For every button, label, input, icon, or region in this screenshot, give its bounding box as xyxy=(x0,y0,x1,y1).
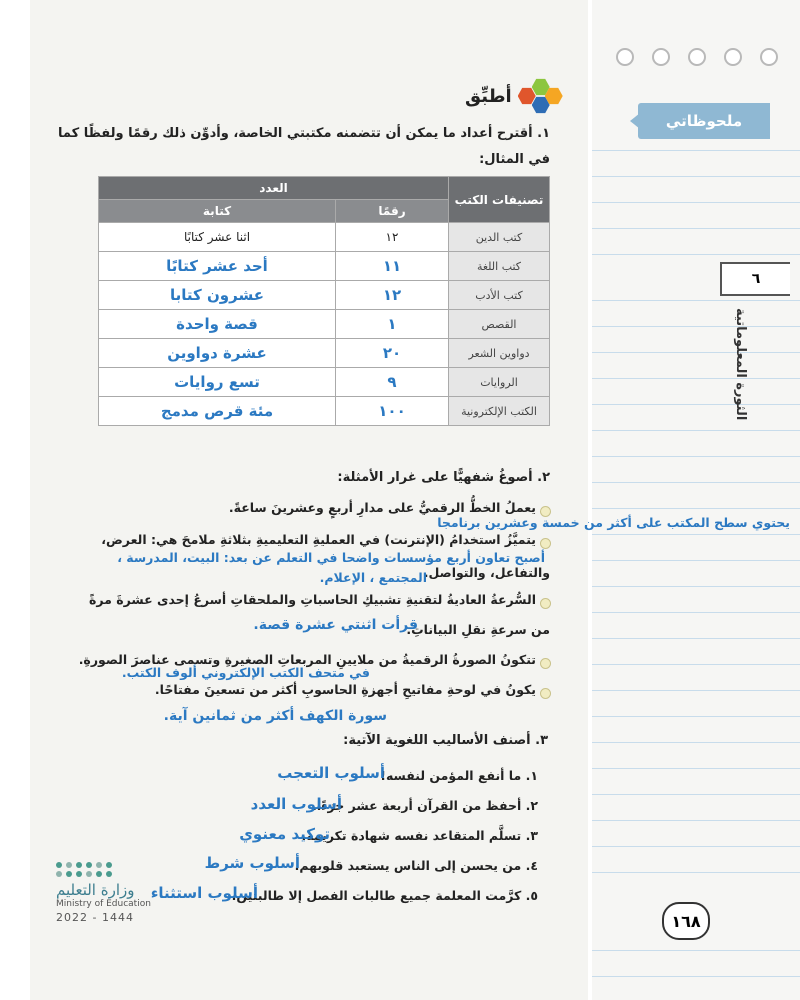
example-2: يتميَّزُ استخدامُ (الإنترنت) في العمليةِ التعليميةِ بثلاثةِ ملامحَ هي: العرض، xyxy=(101,532,536,547)
example-3-cont: من سرعةِ نقلِ البياناتِ. xyxy=(406,622,550,637)
row-words: اثنا عشر كتابًا xyxy=(99,223,336,252)
row-category: الروايات xyxy=(449,368,550,397)
ministry-logo xyxy=(56,862,151,924)
style-answer-5[interactable]: أسلوب استثناء xyxy=(150,884,258,902)
question3-title: ٣. أصنف الأساليب اللغوية الآتية: xyxy=(343,733,548,748)
ministry-name-english: Ministry of Education xyxy=(56,899,151,909)
row-words[interactable]: عشرة دواوين xyxy=(99,339,336,368)
row-digits[interactable]: ٩ xyxy=(336,368,449,397)
binder-hole xyxy=(616,48,634,66)
table-row xyxy=(99,223,550,252)
notes-tab: ملحوظاتي xyxy=(638,103,770,139)
bullet-icon xyxy=(540,658,551,669)
answer-1[interactable]: يحتوي سطح المكتب على أكثر من خمسة وعشرين برنامجا xyxy=(437,515,790,530)
row-category: كتب اللغة xyxy=(449,252,550,281)
style-item-5: ٥. كرَّمت المعلمة جميع طالبات الفصل إلا طالبتين. xyxy=(231,888,538,903)
example-3: السُّرعةُ العاديةُ لتقنيةِ تشبيكِ الحاسباتِ والملحقاتِ أسرعُ إحدى عشرةَ مرةً xyxy=(88,592,536,607)
binder-hole xyxy=(724,48,742,66)
table-row xyxy=(99,339,550,368)
binder-hole xyxy=(688,48,706,66)
row-words[interactable]: عشرون كتابا xyxy=(99,281,336,310)
table-row xyxy=(99,397,550,426)
row-digits[interactable]: ١٢ xyxy=(336,281,449,310)
row-words[interactable]: قصة واحدة xyxy=(99,310,336,339)
binder-hole xyxy=(652,48,670,66)
notes-panel xyxy=(592,0,800,1000)
question1-line2: في المثال: xyxy=(479,152,550,167)
table-row xyxy=(99,310,550,339)
row-category: كتب الأدب xyxy=(449,281,550,310)
header-number: العدد xyxy=(99,177,449,200)
style-item-1: ١. ما أنفع المؤمن لنفسه! xyxy=(380,768,538,783)
example-4: تتكونُ الصورةُ الرقميةُ من ملايينِ المربعاتِ الصغيرةِ وتسمى عناصرَ الصورةِ. xyxy=(78,652,536,667)
ministry-year: 2022 - 1444 xyxy=(56,911,134,924)
page-number: ١٦٨ xyxy=(662,902,710,940)
header-words: كتابة xyxy=(99,200,336,223)
row-category: كتب الدين xyxy=(449,223,550,252)
books-table xyxy=(98,176,550,426)
row-digits[interactable]: ١٠٠ xyxy=(336,397,449,426)
row-category: القصص xyxy=(449,310,550,339)
example-1: يعملُ الخطُّ الرقميُّ على مدارِ أربعٍ وعشرينَ ساعةً. xyxy=(228,500,536,515)
section-title: أطبِّق xyxy=(465,85,512,107)
question1-line1: ١. أقترح أعداد ما يمكن أن تتضمنه مكتبتي الخاصة، وأدوِّن ذلك رقمًا ولفظًا كما xyxy=(58,126,550,141)
chapter-title: الثورة المعلوماتية xyxy=(733,307,748,420)
row-words[interactable]: تسع روايات xyxy=(99,368,336,397)
answer-4[interactable]: في متحف الكتب الإلكتروني ألوف الكتب. xyxy=(121,665,370,680)
style-answer-1[interactable]: أسلوب التعجب xyxy=(277,764,385,782)
style-answer-2[interactable]: أسلوب العدد xyxy=(250,795,342,813)
row-words[interactable]: أحد عشر كتابًا xyxy=(99,252,336,281)
answer-2-cont[interactable]: المجتمع ، الإعلام. xyxy=(319,570,427,585)
table-row xyxy=(99,281,550,310)
style-item-2: ٢. أحفظ من القرآن أربعة عشر جزءًا. xyxy=(312,798,538,813)
answer-2[interactable]: أصبح تعاون أربع مؤسسات واضحا في التعلم عن بعد: البيت، المدرسة ، xyxy=(117,550,545,565)
answer-5[interactable]: سورة الكهف أكثر من ثمانين آية. xyxy=(163,708,387,724)
section-header xyxy=(465,76,562,116)
binder-hole xyxy=(760,48,778,66)
bullet-icon xyxy=(540,688,551,699)
chapter-number: ٦ xyxy=(720,262,790,296)
ministry-dots-icon xyxy=(56,862,151,877)
row-category: دواوين الشعر xyxy=(449,339,550,368)
bullet-icon xyxy=(540,538,551,549)
row-category: الكتب الإلكترونية xyxy=(449,397,550,426)
style-item-4: ٤. من يحسن إلى الناس يستعبد قلوبهم. xyxy=(294,858,538,873)
style-item-3: ٣. تسلَّم المتقاعد نفسه شهادة تكريمه. xyxy=(301,828,538,843)
question2-title: ٢. أصوغُ شفهيًّا على غرار الأمثلة: xyxy=(337,470,550,485)
ministry-name-arabic: وزارة التعليم xyxy=(56,881,135,899)
table-row xyxy=(99,368,550,397)
hexagons-icon xyxy=(518,76,562,116)
style-answer-3[interactable]: توكيد معنوي xyxy=(239,825,330,843)
header-category: تصنيفات الكتب xyxy=(449,177,550,223)
style-answer-4[interactable]: أسلوب شرط xyxy=(204,854,300,872)
example-2-cont: والتفاعل، والتواصل. xyxy=(423,565,550,580)
row-digits[interactable]: ٢٠ xyxy=(336,339,449,368)
row-digits: ١٢ xyxy=(336,223,449,252)
row-digits[interactable]: ١ xyxy=(336,310,449,339)
answer-3[interactable]: قرأت اثنتي عشرة قصة. xyxy=(253,617,418,633)
row-words[interactable]: مئة قرص مدمج xyxy=(99,397,336,426)
bullet-icon xyxy=(540,598,551,609)
row-digits[interactable]: ١١ xyxy=(336,252,449,281)
header-digits: رقمًا xyxy=(336,200,449,223)
example-5: يكونُ في لوحةِ مفاتيحِ أجهزةِ الحاسوبِ أكثر من تسعينَ مفتاحًا. xyxy=(154,682,536,697)
table-row xyxy=(99,252,550,281)
